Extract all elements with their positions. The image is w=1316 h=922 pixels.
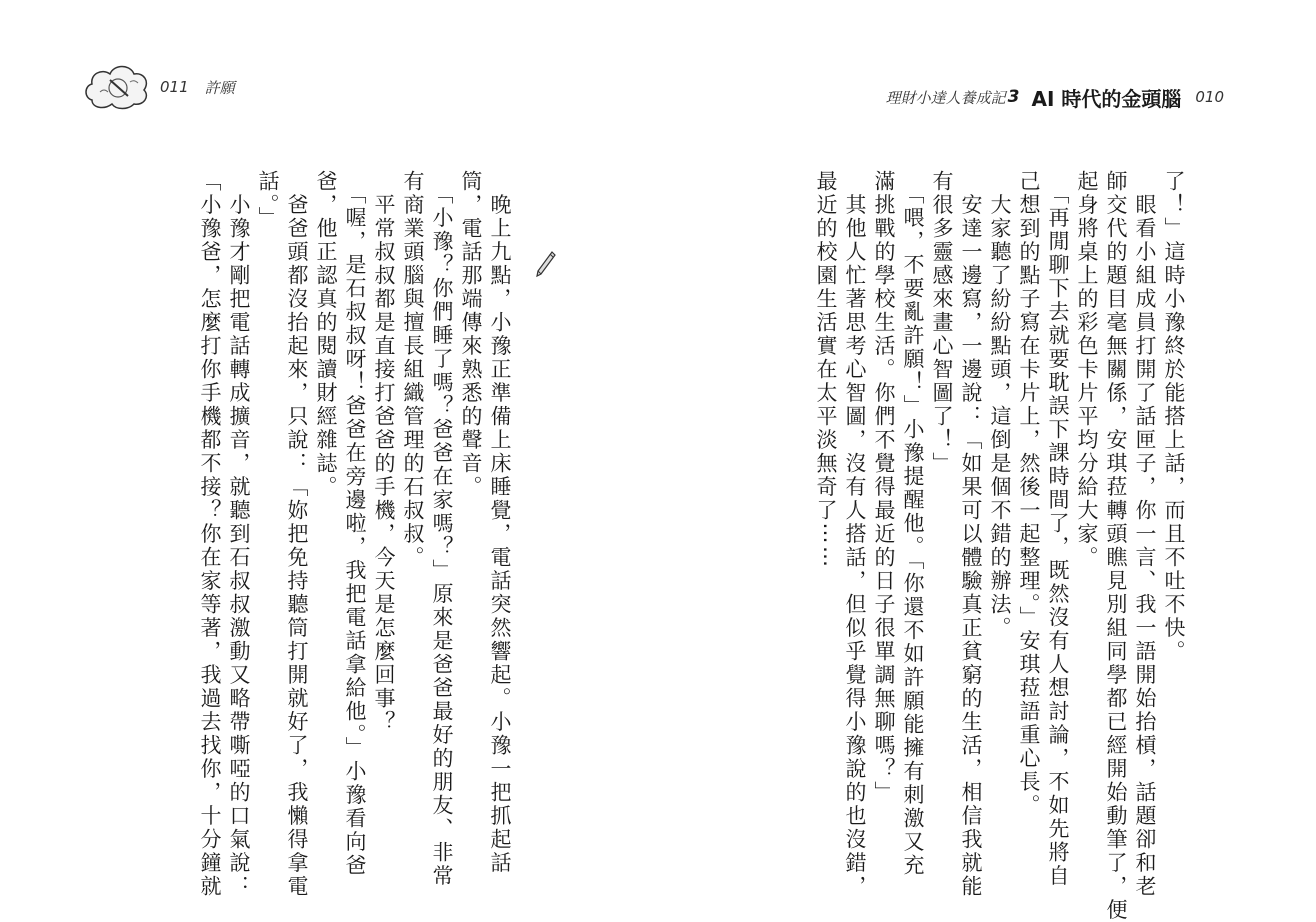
book-title: AI 時代的金頭腦 (1031, 86, 1182, 111)
text-line: 眼看小組成員打開了話匣子，你一言、我一語開始抬槓，話題卻和老 (1133, 170, 1157, 899)
left-page-number: 011 (160, 78, 189, 96)
text-line: 爸，他正認真的閱讀財經雜誌。 (314, 170, 338, 499)
text-line: 安達一邊寫，一邊說：「如果可以體驗真正貧窮的生活，相信我就能 (959, 170, 983, 899)
text-line: 最近的校園生活實在太平淡無奇了⋯⋯ (814, 170, 838, 570)
chapter-title: 許願 (204, 78, 235, 97)
text-line: 「喔，是石叔叔呀！爸爸在旁邊啦，我把電話拿給他。」小豫看向爸 (343, 170, 367, 878)
text-line: 小豫才剛把電話轉成擴音，就聽到石叔叔激動又略帶嘶啞的口氣說： (227, 170, 251, 899)
left-page-header (82, 62, 235, 112)
text-line: 話。」 (256, 170, 280, 230)
text-line: 有很多靈感來畫心智圖了！」 (930, 170, 954, 476)
text-line: 有商業頭腦與擅長組織管理的石叔叔。 (401, 170, 425, 570)
text-line: 滿挑戰的學校生活。你們不覺得最近的日子很單調無聊嗎？」 (872, 170, 896, 805)
text-line: 筒，電話那端傳來熟悉的聲音。 (459, 170, 483, 499)
text-line: 大家聽了紛紛點頭，這倒是個不錯的辦法。 (988, 170, 1012, 640)
right-page-body (811, 170, 1188, 922)
text-line: 起身將桌上的彩色卡片平均分給大家。 (1075, 170, 1099, 570)
series-title: 理財小達人養成記 (885, 88, 1006, 107)
text-line: 晚上九點，小豫正準備上床睡覺，電話突然響起。小豫一把抓起話 (488, 170, 512, 875)
volume-number: 3 (1007, 87, 1020, 107)
text-line: 其他人忙著思考心智圖，沒有人搭話，但似乎覺得小豫說的也沒錯， (843, 170, 867, 899)
text-line: 「小豫？你們睡了嗎？爸爸在家嗎？」原來是爸爸最好的朋友、非常 (430, 170, 454, 888)
cloud-thinking-logo-icon (82, 62, 152, 112)
text-line: 師交代的題目毫無關係，安琪菈轉頭瞧見別組同學都已經開始動筆了，便 (1104, 170, 1128, 922)
text-line: 平常叔叔都是直接打爸爸的手機，今天是怎麼回事？ (372, 170, 396, 734)
text-line: 了！」這時小豫終於能搭上話，而且不吐不快。 (1162, 170, 1186, 664)
text-line: 「喂，不要亂許願！」小豫提醒他。「你還不如許願能擁有刺激又充 (901, 170, 925, 878)
pencil-icon (534, 250, 556, 278)
left-page-body (195, 170, 514, 899)
right-page-header (886, 72, 1224, 122)
text-line: 「小豫爸，怎麼打你手機都不接？你在家等著，我過去找你，十分鐘就 (198, 170, 222, 899)
right-page-number: 010 (1195, 88, 1224, 106)
text-line: 爸爸頭都沒抬起來，只說：「妳把免持聽筒打開就好了，我懶得拿電 (285, 170, 309, 899)
text-line: 「再閒聊下去就要耽誤下課時間了，既然沒有人想討論，不如先將自 (1046, 170, 1070, 888)
text-line: 己想到的點子寫在卡片上，然後一起整理。」安琪菈語重心長。 (1017, 170, 1041, 818)
